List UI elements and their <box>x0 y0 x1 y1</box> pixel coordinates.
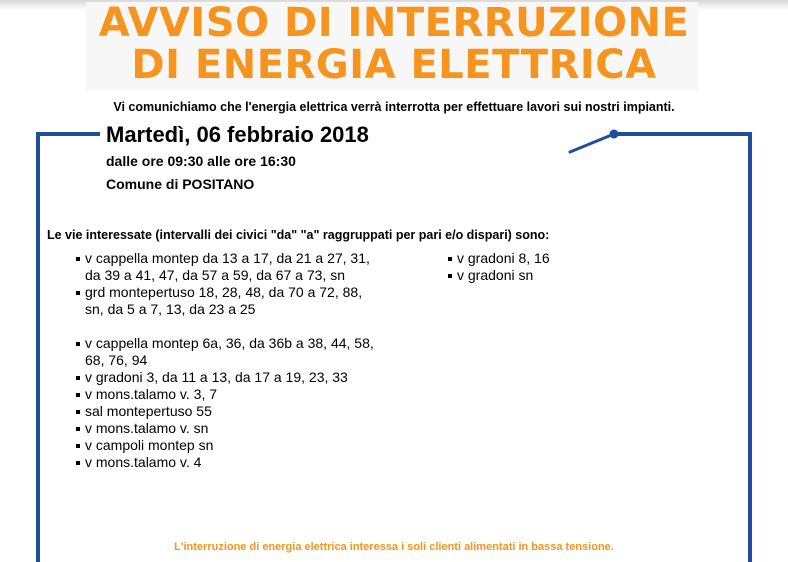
street-item: v mons.talamo v. 4 <box>76 454 376 471</box>
street-item: v gradoni 3, da 11 a 13, da 17 a 19, 23, 33 <box>76 369 376 386</box>
title-line-2: DI ENERGIA ELETTRICA <box>131 42 657 88</box>
street-item: grd montepertuso 18, 28, 48, da 70 a 72, 88, sn, da 5 a 7, 13, da 23 a 25 <box>76 284 376 318</box>
frame-top-right-border <box>614 132 752 136</box>
title-line-1: AVVISO DI INTERRUZIONE <box>98 0 690 46</box>
outage-comune: Comune di POSITANO <box>106 176 255 192</box>
outage-hours: dalle ore 09:30 alle ore 16:30 <box>106 153 296 169</box>
footer-note: L'interruzione di energia elettrica interessa i soli clienti alimentati in bassa tensione. <box>174 541 614 553</box>
street-item: v cappella montep 6a, 36, da 36b a 38, 44, 58, 68, 76, 94 <box>76 335 376 369</box>
street-item: v gradoni 8, 16 <box>448 250 728 267</box>
intro-text: Vi comunichiamo che l'energia elettrica verrà interrotta per effettuare lavori sui nostri impianti. <box>113 100 675 114</box>
notice-title <box>0 2 788 86</box>
street-item: v gradoni sn <box>448 267 728 284</box>
streets-list-left <box>76 250 376 471</box>
frame-ornament <box>566 122 626 156</box>
street-item: sal montepertuso 55 <box>76 403 376 420</box>
frame-left-border <box>36 132 40 562</box>
street-item: v mons.talamo v. 3, 7 <box>76 386 376 403</box>
street-item: v cappella montep da 13 a 17, da 21 a 27, 31, da 39 a 41, 47, da 57 a 59, da 67 a 73, sn <box>76 250 376 284</box>
streets-list-right <box>448 250 728 284</box>
street-item: v campoli montep sn <box>76 437 376 454</box>
street-item: v mons.talamo v. sn <box>76 420 376 437</box>
streets-heading: Le vie interessate (intervalli dei civici "da" "a" raggruppati per pari e/o dispari) sono: <box>47 228 550 242</box>
frame-right-border <box>748 132 752 562</box>
outage-date: Martedì, 06 febbraio 2018 <box>106 122 369 147</box>
frame-top-left-border <box>36 132 100 136</box>
